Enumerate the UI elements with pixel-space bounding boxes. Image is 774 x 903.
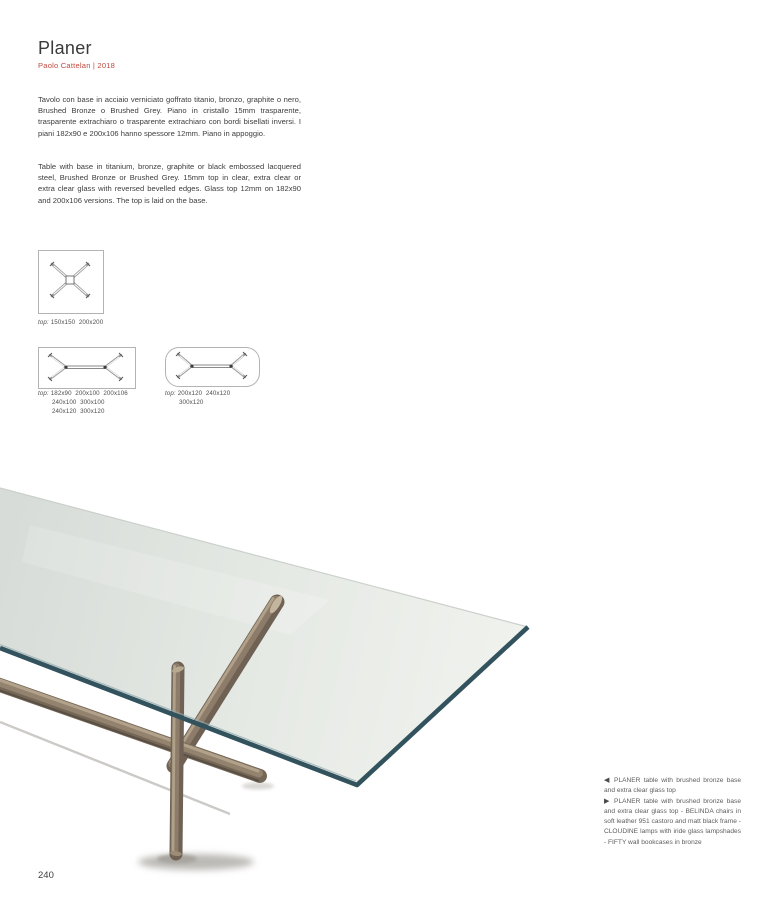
photo-caption-left-page <box>604 776 741 797</box>
trestle-base-icon <box>166 348 257 384</box>
photo-caption-block <box>604 776 741 848</box>
left-arrow-icon: ◀ <box>604 777 611 784</box>
floor-shadow <box>0 722 274 870</box>
caption-sizes: 200x120 240x120 <box>177 390 231 397</box>
square-top-base-icon <box>39 251 101 311</box>
caption-label: top: <box>38 319 49 326</box>
drawing-rectangular-top <box>38 347 136 389</box>
description-italian: Tavolo con base in acciaio verniciato goffrato titanio, bronzo, graphite o nero, Brushed Bronze o Brushed Grey. Piano in cristallo 15mm trasparente, trasparente extrachiaro o trasparente extrachiaro con bordi bisellati inversi. I piani 182x90 e 200x106 hanno spessore 12mm. Piano in appoggio. <box>38 95 301 138</box>
drawing-rounded-top <box>165 347 260 387</box>
planer-table-illustration <box>0 470 600 882</box>
caption-sizes: 240x120 300x120 <box>52 408 105 415</box>
right-arrow-icon: ▶ <box>604 797 611 805</box>
caption-sizes: 150x150 200x200 <box>50 319 104 326</box>
product-photo <box>0 470 600 882</box>
drawing-caption-rectangular <box>38 389 128 416</box>
designer-year: Paolo Cattelan | 2018 <box>38 61 116 70</box>
drawing-caption-square <box>38 318 103 327</box>
description-english: Table with base in titanium, bronze, graphite or black embossed lacquered steel, Brushed Bronze or Brushed Grey. 15mm top in clear, extra clear or extra clear glass with reversed bevelled edges. Glass top 12mm on 182x90 and 200x106 versions. The top is laid on the base. <box>38 162 301 205</box>
caption-text: PLANER table with brushed bronze base and extra clear glass top <box>604 777 741 795</box>
caption-text: PLANER table with brushed bronze base and extra clear glass top - BELINDA chairs in soft leather 951 castoro and matt black frame - CLOUDINE lamps with iride glass lampshades - FIFTY wall bookcases in bronze <box>604 797 741 846</box>
trestle-base-icon <box>39 348 133 386</box>
drawing-square-top <box>38 250 104 314</box>
vertical-leg <box>170 665 185 857</box>
page-title: Planer <box>38 38 92 58</box>
caption-sizes: 182x90 200x100 200x106 <box>50 390 128 397</box>
drawing-caption-rounded <box>165 389 230 407</box>
caption-label: top: <box>165 390 176 397</box>
caption-sizes: 240x100 300x100 <box>52 399 105 406</box>
photo-caption-right-page <box>604 797 741 848</box>
caption-label: top: <box>38 390 49 397</box>
page-number: 240 <box>38 870 54 881</box>
caption-sizes: 300x120 <box>179 399 204 406</box>
